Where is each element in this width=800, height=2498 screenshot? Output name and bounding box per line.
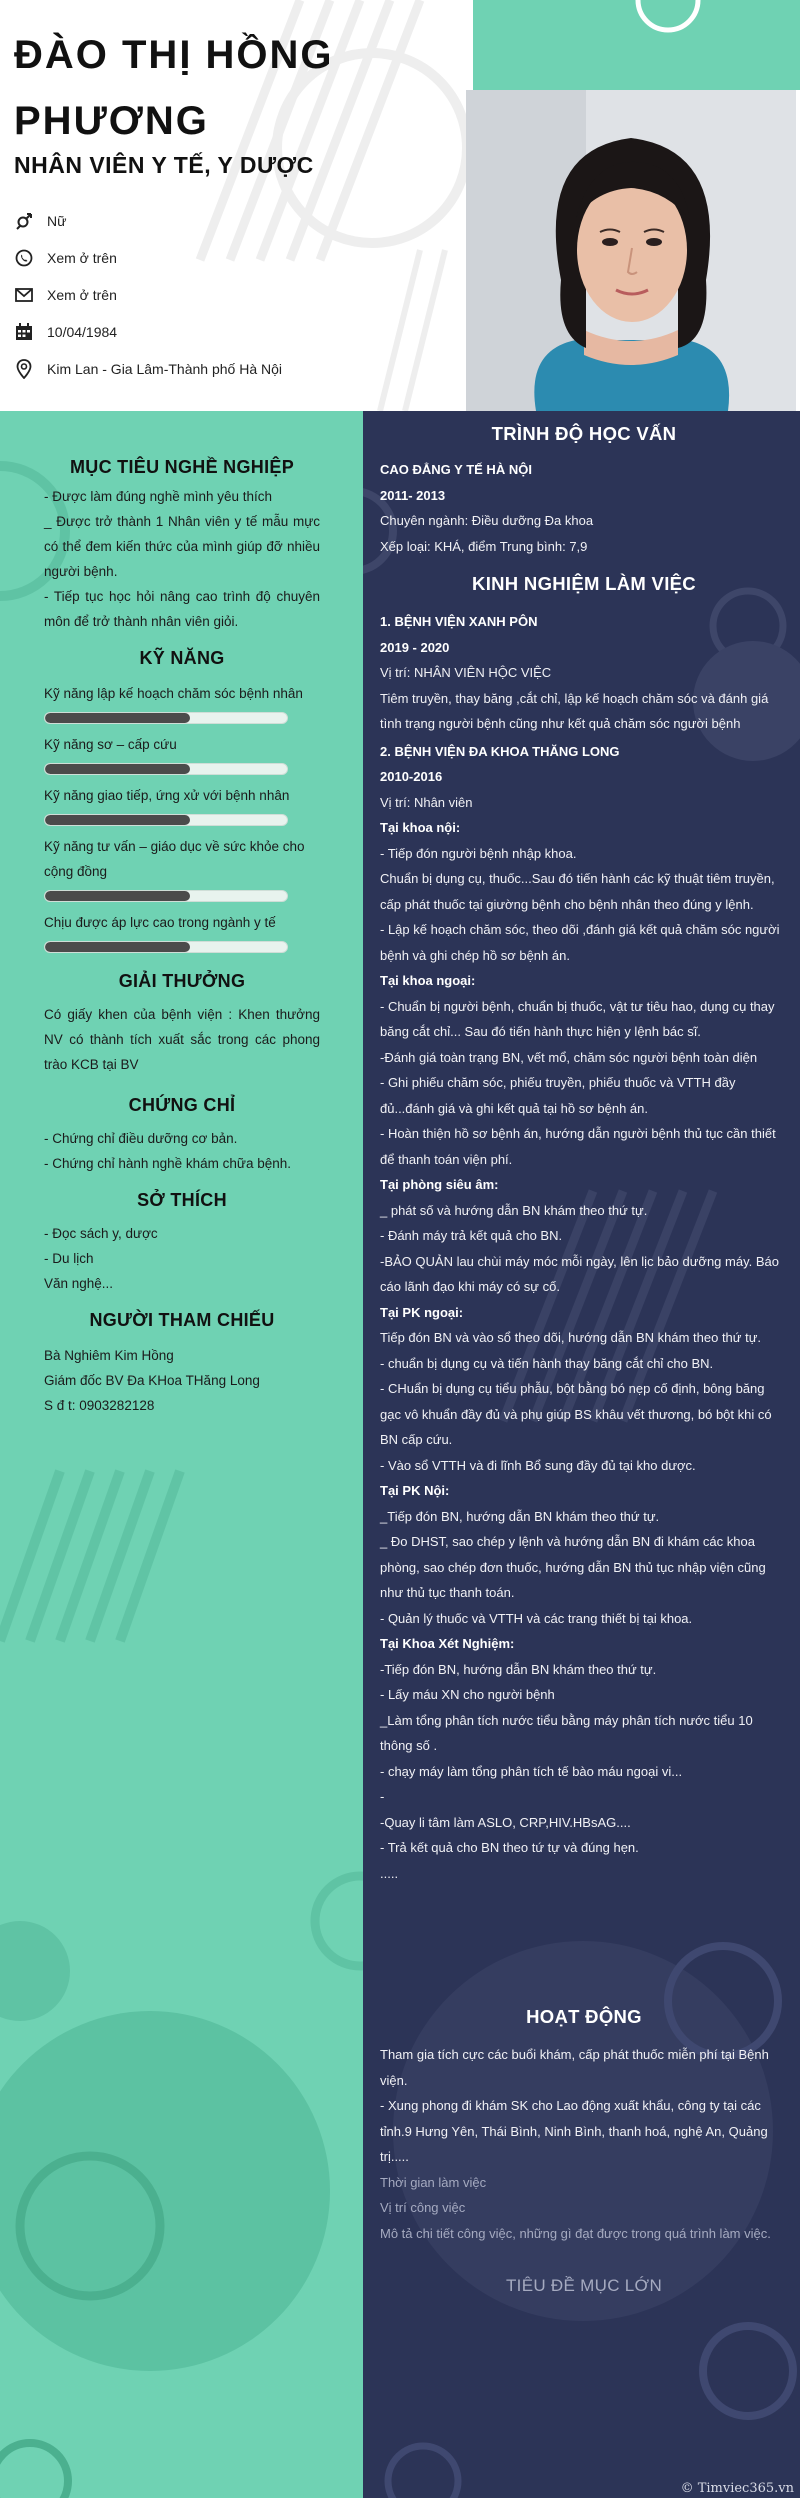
job2-company: 2. BỆNH VIỆN ĐA KHOA THĂNG LONG — [380, 743, 620, 759]
section-line: -Quay li tâm làm ASLO, CRP,HIV.HBsAG.... — [380, 1814, 631, 1830]
address-text: Kim Lan - Gia Lâm-Thành phố Hà Nội — [47, 360, 282, 377]
section-line: Tiếp đón BN và vào sổ theo dõi, hướng dẫn BN khám theo thứ tự. — [380, 1330, 762, 1345]
activity-position-placeholder: Vị trí công việc — [380, 2200, 466, 2215]
section-line: - Chuẩn bị người bệnh, chuẩn bị thuốc, vật tư tiêu hao, dụng cụ thay băng cắt chỉ... Sau đó tiến hành thực hiện y lệnh bác sĩ. — [380, 998, 775, 1039]
hobby-line: - Du lịch — [44, 1251, 94, 1266]
skill-fill — [45, 764, 190, 774]
section-line: -Tiếp đón BN, hướng dẫn BN khám theo thứ tự. — [380, 1661, 657, 1677]
right-content — [380, 423, 788, 2296]
reference-line: S đ t: 0903282128 — [44, 1398, 155, 1413]
section-title: Tại khoa nội: — [380, 820, 461, 835]
job2-years: 2010-2016 — [380, 769, 443, 784]
skill-bar — [44, 890, 288, 902]
hobby-line: - Đọc sách y, dược — [44, 1226, 158, 1241]
activity-time-placeholder: Thời gian làm việc — [380, 2174, 487, 2190]
education-years: 2011- 2013 — [380, 487, 446, 503]
section-line: - Đánh máy trả kết quả cho BN. — [380, 1228, 563, 1243]
section-line: - Quản lý thuốc và VTTH và các trang thiết bị tại khoa. — [380, 1610, 693, 1626]
right-column — [363, 411, 800, 2498]
activities-heading: HOẠT ĐỘNG — [526, 2006, 642, 2027]
skill-bar — [44, 712, 288, 724]
education-major: Chuyên ngành: Điều dưỡng Đa khoa — [380, 513, 594, 528]
skill-item — [44, 732, 320, 775]
awards-text: Có giấy khen của bệnh viện : Khen thưởng NV có thành tích xuất sắc trong các phong trào KCB tại BV — [44, 1007, 320, 1072]
location-pin-icon — [14, 359, 34, 379]
job1-position: Vị trí: NHÂN VIÊN HỘC VIỆC — [380, 665, 552, 680]
references-heading: NGƯỜI THAM CHIẾU — [89, 1310, 275, 1330]
candidate-name: ĐÀO THỊ HỒNG PHƯƠNG — [14, 33, 334, 143]
skill-bar — [44, 763, 288, 775]
skill-fill — [45, 942, 190, 952]
education-school: CAO ĐẲNG Y TẾ HÀ NỘI — [380, 462, 532, 477]
section-line: - Trả kết quả cho BN theo tứ tự và đúng hẹn. — [380, 1840, 639, 1855]
skill-name: Kỹ năng sơ – cấp cứu — [44, 737, 177, 752]
objective-heading: MỤC TIÊU NGHỀ NGHIỆP — [69, 457, 294, 477]
education-heading: TRÌNH ĐỘ HỌC VẤN — [491, 423, 677, 444]
activity-description-placeholder: Mô tả chi tiết công việc, những gì đạt được trong quá trình làm việc. — [380, 2225, 771, 2241]
reference-line: Bà Nghiêm Kim Hồng — [44, 1348, 174, 1363]
skill-fill — [45, 891, 190, 901]
section-line: - Hoàn thiện hồ sơ bệnh án, hướng dẫn người bệnh thủ tục cần thiết để thanh toán viện phí. — [380, 1126, 776, 1167]
section-line: -Đánh giá toàn trạng BN, vết mổ, chăm sóc người bệnh toàn diện — [380, 1049, 758, 1065]
certificate-line: - Chứng chỉ hành nghề khám chữa bệnh. — [44, 1156, 291, 1171]
left-content — [44, 435, 320, 1418]
job2-position: Vị trí: Nhân viên — [380, 794, 473, 810]
skill-name: Kỹ năng giao tiếp, ứng xử với bệnh nhân — [44, 788, 290, 803]
objective-line: - Tiếp tục học hỏi nâng cao trình độ chuyên môn để trở thành nhân viên giỏi. — [44, 589, 320, 629]
email-icon — [14, 285, 34, 305]
gender-text: Nữ — [47, 212, 67, 229]
section-line: - Tiếp đón người bệnh nhập khoa. — [380, 845, 577, 861]
section-line: _Làm tổng phân tích nước tiểu bằng máy phân tích nước tiểu 10 thông số . — [380, 1712, 753, 1753]
reference-line: Giám đốc BV Đa KHoa THăng Long — [44, 1373, 260, 1388]
section-title: Tại PK ngoại: — [380, 1304, 464, 1320]
objective-line: _ Được trở thành 1 Nhân viên y tế mẫu mực có thể đem kiến thức của mình giúp đỡ nhiều người bệnh. — [44, 514, 320, 579]
email-text: Xem ở trên — [47, 286, 117, 303]
certificate-line: - Chứng chỉ điều dưỡng cơ bản. — [44, 1131, 238, 1146]
section-line: - CHuẩn bị dụng cụ tiểu phẫu, bột bằng bó nẹp cố định, bông băng gạc vô khuẩn đầy đủ và phụ giúp BS khâu vết thương, bó bột khi có BN cấp cứu. — [380, 1381, 772, 1447]
skill-name: Chịu được áp lực cao trong ngành y tế — [44, 915, 276, 930]
section-line: _ Đo DHST, sao chép y lệnh và hướng dẫn BN đi khám các khoa phòng, sao chép đơn thuốc, hướng dẫn BN thủ tục nhập viện cũng như thủ tục thanh toán. — [380, 1534, 766, 1600]
section-line: -BẢO QUẢN lau chùi máy móc mỗi ngày, lên lịc bảo dưỡng máy. Báo cáo lãnh đạo khi máy có sự cố. — [380, 1253, 779, 1294]
gender-icon — [14, 211, 34, 231]
section-title-placeholder: TIÊU ĐỀ MỤC LỚN — [505, 2276, 663, 2295]
activity-line: - Xung phong đi khám SK cho Lao động xuất khẩu, công ty tại các tỉnh.9 Hưng Yên, Thái Bình, Ninh Bình, thanh hoá, nghệ An, Quảng trị..... — [380, 2098, 768, 2164]
job1-description: Tiêm truyền, thay băng ,cắt chỉ, lập kế hoạch chăm sóc và đánh giá tình trạng người bệnh cũng như kết quả chăm sóc người bệnh — [380, 690, 769, 731]
header — [0, 0, 800, 411]
section-line: - Ghi phiếu chăm sóc, phiếu truyền, phiếu thuốc và VTTH đầy đủ...đánh giá và ghi kết quả tại hồ sơ bệnh án. — [380, 1075, 736, 1116]
contact-list — [14, 202, 282, 387]
watermark: © Timviec365.vn — [680, 2481, 794, 2496]
skill-fill — [45, 713, 190, 723]
certificates-heading: CHỨNG CHỈ — [128, 1095, 236, 1115]
section-line: Chuẩn bị dụng cụ, thuốc...Sau đó tiến hành các kỹ thuật tiêm truyền, cấp phát thuốc tại giường bệnh cho bệnh nhân theo đúng y lệnh. — [380, 871, 775, 912]
hobby-line: Văn nghệ... — [44, 1276, 114, 1291]
contact-email — [14, 276, 282, 313]
phone-text: Xem ở trên — [47, 249, 117, 266]
contact-address — [14, 350, 282, 387]
experience-heading: KINH NGHIỆM LÀM VIỆC — [472, 573, 696, 594]
section-line: _ phát số và hướng dẫn BN khám theo thứ tự. — [380, 1202, 648, 1218]
objective-line: - Được làm đúng nghề mình yêu thích — [44, 489, 273, 504]
whatsapp-icon — [14, 248, 34, 268]
job-title: NHÂN VIÊN Y TẾ, Y DƯỢC — [14, 152, 314, 178]
section-line: - Vào sổ VTTH và đi lĩnh Bổ sung đầy đủ tại kho dược. — [380, 1457, 696, 1473]
section-title: Tại Khoa Xét Nghiệm: — [380, 1636, 515, 1651]
section-line: - Lấy máu XN cho người bệnh — [380, 1687, 555, 1702]
section-line: - chạy máy làm tổng phân tích tế bào máu ngoại vi... — [380, 1763, 683, 1779]
hobbies-heading: SỞ THÍCH — [137, 1190, 227, 1210]
section-title: Tại khoa ngoại: — [380, 973, 476, 988]
skill-name: Kỹ năng lập kế hoạch chăm sóc bệnh nhân — [44, 686, 303, 701]
section-line: - chuẩn bị dụng cụ và tiến hành thay băng cắt chỉ cho BN. — [380, 1355, 714, 1371]
section-line: - Lập kế hoạch chăm sóc, theo dõi ,đánh giá kết quả chăm sóc người bệnh và ghi chép hồ sơ bệnh án. — [380, 922, 780, 963]
contact-birthday — [14, 313, 282, 350]
skill-bar — [44, 941, 288, 953]
skill-item — [44, 910, 320, 953]
section-title: Tại PK Nội: — [380, 1483, 450, 1498]
contact-gender — [14, 202, 282, 239]
section-line: _Tiếp đón BN, hướng dẫn BN khám theo thứ tự. — [380, 1508, 660, 1524]
birthday-text: 10/04/1984 — [47, 323, 118, 340]
left-column — [0, 411, 363, 2498]
skill-item — [44, 783, 320, 826]
contact-phone — [14, 239, 282, 276]
skill-name: Kỹ năng tư vấn – giáo dục về sức khỏe cho cộng đồng — [44, 839, 305, 879]
profile-photo — [466, 90, 796, 411]
skill-fill — [45, 815, 190, 825]
section-line: ..... — [380, 1865, 399, 1881]
activity-line: Tham gia tích cực các buổi khám, cấp phát thuốc miễn phí tại Bệnh viện. — [380, 2047, 769, 2088]
section-line: - — [380, 1789, 385, 1804]
section-title: Tại phòng siêu âm: — [380, 1177, 499, 1192]
skill-bar — [44, 814, 288, 826]
job1-company: 1. BỆNH VIỆN XANH PÔN — [380, 614, 538, 629]
skill-item — [44, 834, 320, 902]
awards-heading: GIẢI THƯỞNG — [118, 971, 246, 991]
skill-item — [44, 681, 320, 724]
job1-years: 2019 - 2020 — [380, 639, 450, 655]
skills-heading: KỸ NĂNG — [139, 648, 225, 668]
education-grade: Xếp loại: KHÁ, điểm Trung bình: 7,9 — [380, 538, 588, 554]
calendar-icon — [14, 322, 34, 342]
